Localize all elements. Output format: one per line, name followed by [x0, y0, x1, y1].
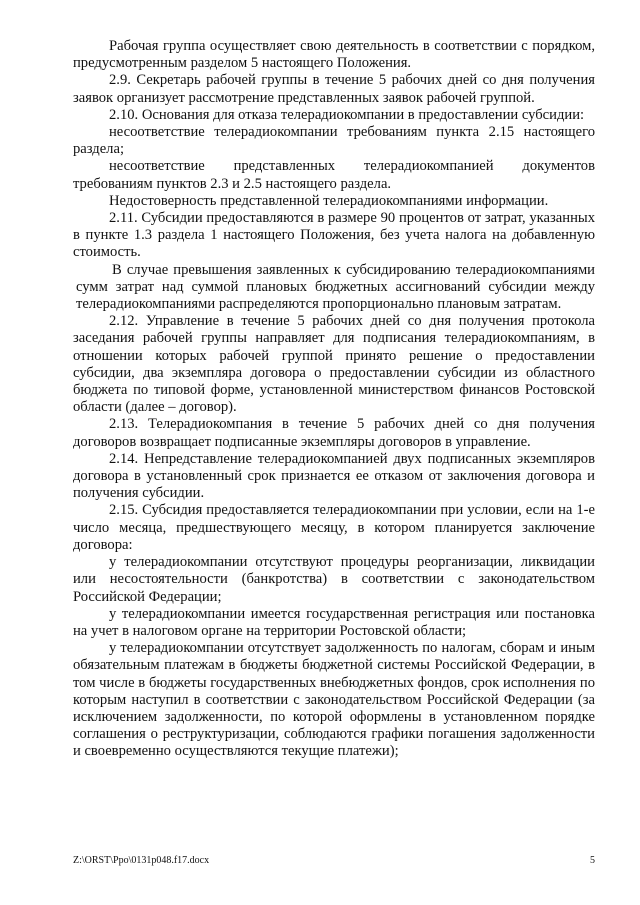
paragraph-condition-no-reorganization: у телерадиокомпании отсутствуют процедуры реорганизации, ликвидации или несостоятельности (банкротства) в соответствии с законодательством Российской Федерации; — [73, 554, 595, 605]
paragraph-refusal-reason-1: несоответствие телерадиокомпании требованиям пункта 2.15 настоящего раздела; — [73, 124, 595, 158]
paragraph-2-11: 2.11. Субсидии предоставляются в размере 90 процентов от затрат, указанных в пункте 1.3 раздела 1 настоящего Положения, без учета налога на добавленную стоимость. — [73, 210, 595, 261]
document-body — [73, 38, 595, 761]
paragraph-working-group: Рабочая группа осуществляет свою деятельность в соответствии с порядком, предусмотренным разделом 5 настоящего Положения. — [73, 38, 595, 72]
paragraph-2-10: 2.10. Основания для отказа телерадиокомпании в предоставлении субсидии: — [109, 106, 585, 123]
paragraph-condition-no-debt: у телерадиокомпании отсутствует задолженность по налогам, сборам и иным обязательным платежам в бюджеты бюджетной системы Российской Федерации, в том числе в бюджеты государственных внебюджетных фондов, срок исполнения по которым наступил в соответствии с законодательством Российской Федерации (за исключением задолженности, по которой оформлены в установленном порядке соглашения о реструктуризации, соблюдаются графики погашения задолженности и своевременно осуществляются текущие платежи); — [73, 640, 595, 760]
page-footer — [73, 855, 595, 866]
paragraph-refusal-reason-3: Недостоверность представленной телерадиокомпаниями информации. — [109, 192, 549, 209]
paragraph-excess-distribution: В случае превышения заявленных к субсидированию телерадиокомпаниями сумм затрат над суммой плановых бюджетных ассигнований субсидии между телерадиокомпаниями распределяются пропорционально плановым затратам. — [76, 261, 595, 313]
paragraph-2-12: 2.12. Управление в течение 5 рабочих дней со дня получения протокола заседания рабочей группы направляет для подписания телерадиокомпаниям, в отношении которых рабочей группой принято решение о предоставлении субсидии, два экземпляра договора о предоставлении субсидии из областного бюджета по типовой форме, установленной министерством финансов Ростовской области (далее – договор). — [73, 313, 595, 416]
file-path: Z:\ORST\Ppo\0131p048.f17.docx — [73, 855, 210, 866]
paragraph-2-13: 2.13. Телерадиокомпания в течение 5 рабочих дней со дня получения договоров возвращает подписанные экземпляры договоров в управление. — [73, 416, 595, 450]
paragraph-2-15: 2.15. Субсидия предоставляется телерадиокомпании при условии, если на 1-е число месяца, предшествующего месяцу, в котором планируется заключение договора: — [73, 502, 595, 553]
paragraph-refusal-reason-2: несоответствие представленных телерадиокомпанией документов требованиям пунктов 2.3 и 2.5 настоящего раздела. — [73, 158, 595, 192]
paragraph-2-9: 2.9. Секретарь рабочей группы в течение 5 рабочих дней со дня получения заявок организует рассмотрение представленных заявок рабочей группой. — [73, 72, 595, 106]
page-number: 5 — [590, 855, 595, 866]
paragraph-2-14: 2.14. Непредставление телерадиокомпанией двух подписанных экземпляров договора в установленный срок признается ее отказом от заключения договора и получения субсидии. — [73, 450, 595, 502]
paragraph-condition-registration: у телерадиокомпании имеется государственная регистрация или постановка на учет в налоговом органе на территории Ростовской области; — [73, 605, 595, 639]
